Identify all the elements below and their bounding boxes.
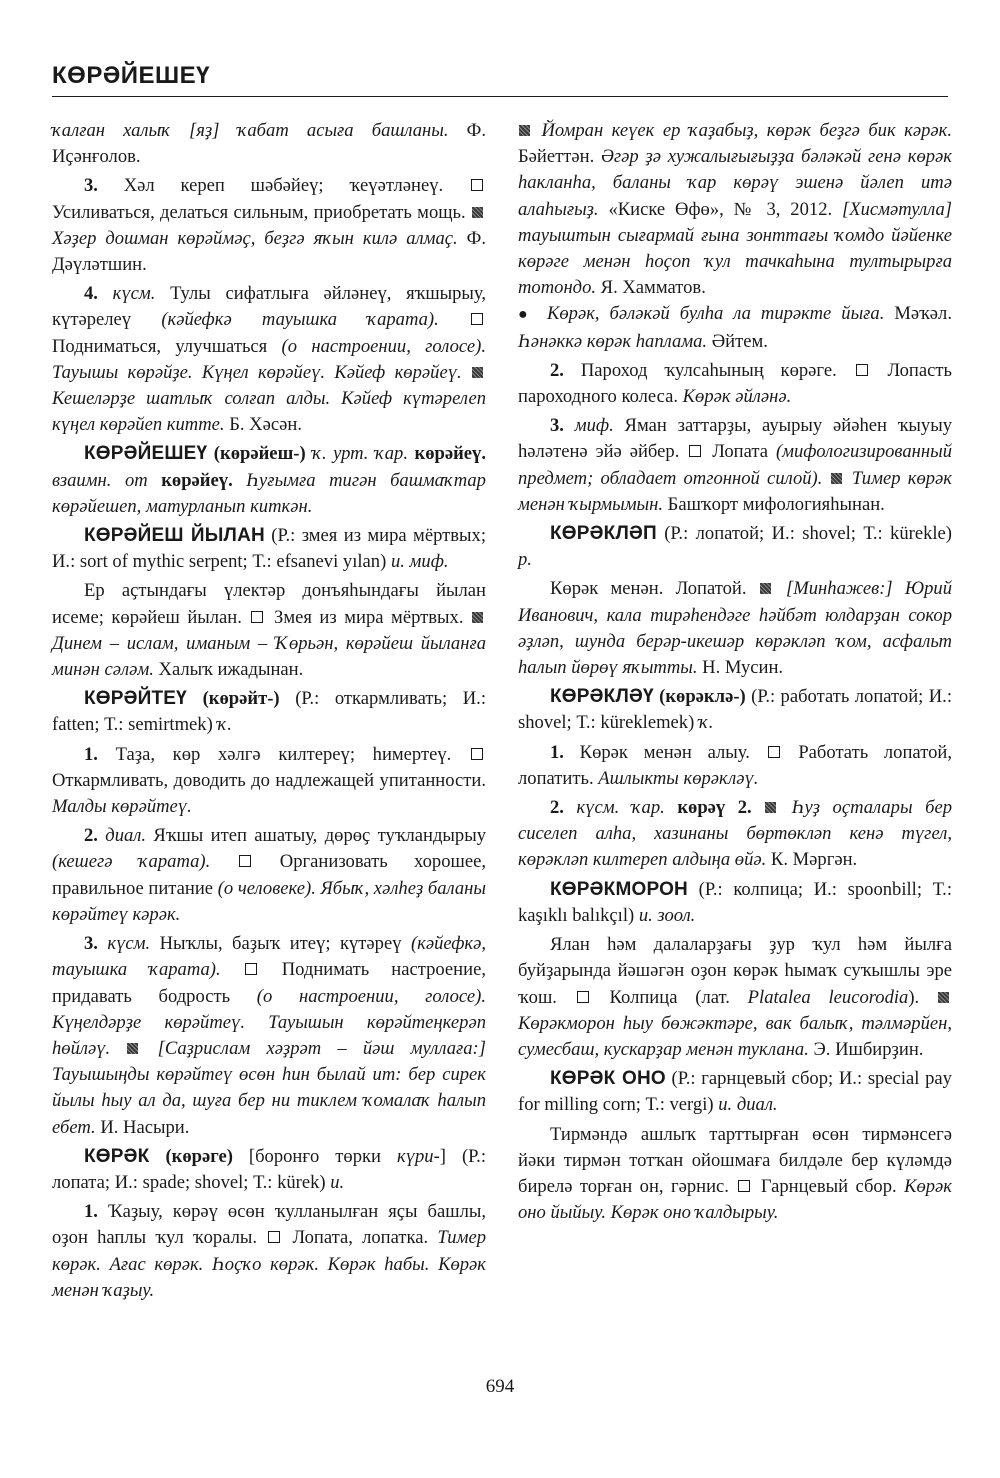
note: (мифологизированный предмет; обладает отгонной силой). [518,441,953,489]
translation-box-icon [471,748,483,760]
example-text: Динем – ислам, иманым – Ҡөрьән, көрәйеш йыланға минән сәләм. [52,632,486,681]
paragraph [518,118,952,355]
source: Ф. Иҫәнғолов. [52,120,486,168]
example-marker-icon [472,612,483,623]
left-column [52,118,486,1307]
equivalents: (Р.: работать лопатой; И.: shovel; Т.: küreklemek) [518,686,952,734]
examples: (о настроении, голосе). Күңелдәрҙе көрәйтеү. Тауышын көрәйтеңкерәп һөйләү. [52,985,486,1059]
example-marker-icon [519,125,530,136]
example-marker-icon [760,583,771,594]
definition: Хәл кереп шәбәйеү; ҡеүәтләнеү. [97,175,444,197]
headword: КӨРӘЙЕШЕҮ [84,443,208,465]
equivalents: (Р.: колпица; И.: spoonbill; Т.: kaşıklı balıkçıl) [518,878,952,926]
example-marker-icon [472,367,483,378]
cross-reference: көрәйеү. [147,469,233,491]
proverb: Көрәк, бәләкәй булһа ла тирәкте йыға. [537,303,885,325]
translation-box-icon [471,313,483,325]
definition-paragraph [518,576,952,681]
definition: Ялан һәм далаларҙағы ҙур ҡул һәм йылға буйҙарында йәшәгән оҙон көрәк һымаҡ суҡышлы эре ҡош. [518,934,952,1008]
sense-2 [518,795,952,874]
example-text: [Хисмәтулла] тауыштын сығармай ғына зонттағы ҡомдо йәйенке көрәге менән һоҫоп ҡул тачкаһына тултырырға тотондо. [518,198,952,299]
sense-number: 4. [84,283,98,305]
cross-reference: көрәйеү. [408,443,487,465]
sense-number: 1. [84,1201,98,1223]
definition: Тулы сифатлыға әйләнеү, яҡшырыу, күтәрелеү [52,283,486,331]
sense-3 [518,413,952,518]
sense-number: 2. [550,359,564,381]
definition-paragraph [518,932,952,1063]
note: (кешегә ҡарата). [52,851,211,873]
sense-2 [518,358,952,410]
stem: (көрәклә-) [653,686,746,708]
example-text: (о человеке). Ябыҡ, хәлһеҙ баланы көрәйтеү кәрәк. [52,877,486,925]
sense-3 [52,173,486,278]
translation: Откармливать, доводить до надлежащей упитанности. [52,769,486,791]
translation-box-icon [268,1231,280,1243]
definition: Ҡаҙыу, көрәү өсөн ҡулланылған яҫы башлы, оҙон һаплы ҡул ҡоралы. [52,1201,486,1249]
sense-number: 1. [84,743,98,765]
etymon: күри- [381,1145,440,1167]
label: миф. [563,415,614,437]
entry-koraieshey [52,441,486,520]
example-text: Һуҙ оҫталары бер сиселеп алһа, хазинаны бөртөкләп кенә түгел, көрәкләп килтереп алдыңа өйә. [518,797,952,871]
sense-1 [518,740,952,792]
translation-box-icon [471,179,483,191]
sense-1 [52,742,486,821]
translation-box-icon [738,1180,750,1192]
equivalents: ] (Р.: лопата; И.: spade; shovel; Т.: kürek) [52,1145,486,1193]
cross-reference: көрәү 2. [664,797,752,819]
example-text: [Саҙрислам хәҙрәт – йәш муллаға:] Тауышыңды көрәйтеү өсөн һин былай ит: бер сирек йылы һыу ал да, шуға бер ни тиклем ҡомалаҡ һалып ебет. [52,1037,486,1138]
headword: КӨРӘК [84,1145,150,1167]
headword: КӨРӘК ОНО [550,1068,666,1090]
headword: КӨРӘКЛӘҮ [550,686,654,708]
example-marker-icon [765,802,776,813]
note: (кәйефкә, тауышка ҡарата). [52,933,486,981]
example-text: Көрәкморон һыу бөжәктәре, вак балыҡ, тәлмәрйен, сумесбаш, кускарҙар менән туклана. [518,1012,952,1060]
source: К. Мәргән. [766,849,858,871]
definition: Ныҡлы, баҙыҡ итеү; күтәреү [150,933,402,955]
stem: (көрәге) [149,1145,233,1167]
sense-number: 3. [84,933,98,955]
definition: Яман заттарҙы, ауырыу әйәһен ҡыуыу һәләтенә эйә әйбер. [518,415,952,463]
definition: Таҙа, көр хәлгә килтереү; һимертеү. [97,743,452,765]
translation: Усиливаться, делаться сильным, приобретать мощь. [52,201,466,223]
label: и. диал. [713,1094,778,1116]
definition: Пароход ҡулсаһының көрәге. [563,359,837,381]
equivalents: (Р.: змея из мира мёртвых; И.: sort of mythic serpent; Т.: efsanevi yılan) [52,525,486,573]
headword: КӨРӘКЛӘП [550,523,657,545]
translation: Лопата, лопатка. [283,1227,429,1249]
example-text: Малды көрәйтеү. [52,796,192,818]
example-text: Хәҙер дошман көрәймәҫ, беҙгә яҡын килә алмаҫ. [52,227,458,249]
example-text: Һуғымға тигән башмаҡтар көрәйешеп, матурланып киткән. [52,469,486,517]
translation: Колпица (лат. [591,986,730,1008]
source: Башҡорт мифологияһынан. [663,493,885,515]
entry-korak-ono [518,1066,952,1118]
running-head: КӨРӘЙЕШЕҮ [52,62,210,89]
example-marker-icon [938,992,949,1003]
source: Э. Ишбирҙин. [808,1038,924,1060]
example-marker-icon [127,1043,138,1054]
sense-number: 3. [84,175,98,197]
note: (кәйефкә тауышка ҡарата). [131,309,439,331]
example-text: [Минһажев:] Юрий Иванович, кала тирәһендәге һәйбәт юлдарҙан сокор әҙләп, шунда берәр-икешәр көрәкләп ҡом, асфальт һалып йөрөү яҡытты. [518,578,952,679]
example-text: Көрәк оно йыйыу. Көрәк оно ҡалдырыу. [518,1175,952,1224]
stem: (көрәйеш-) [207,443,306,465]
label: күсм. ҡар. [563,797,665,819]
translation: ). [908,986,920,1008]
translation-box-icon [245,963,257,975]
entry-korakmoron [518,877,952,929]
translation-box-icon [577,991,589,1003]
sense-number: 1. [550,741,564,763]
translation: Работать лопатой, лопатить. [518,741,952,789]
example-text: Кешеләрҙе шатлыҡ солғап алды. Кәйеф күтәрелеп күңел көрәйеп китте. [52,388,486,436]
source: И. Насыри. [95,1116,190,1138]
label: ҡ. [694,712,714,734]
translation: Лопасть пароходного колеса. [518,359,952,408]
example-text: Йомран кеүек ер ҡаҙабыҙ, көрәк беҙгә бик кәрәк. [533,120,952,141]
translation: Змея из мира мёртвых. [266,606,464,628]
paragraph [52,118,486,170]
label: күсм. [97,283,156,305]
page-number: 694 [485,1376,515,1397]
label: и. миф. [386,551,449,573]
headword: КӨРӘЙЕШ ЙЫЛАН [84,525,265,547]
source: Әйтем. [707,330,768,352]
entry-korak [52,1144,486,1196]
source: Б. Хәсән. [224,414,302,436]
label: и. зоол. [634,904,696,926]
sense-3 [52,931,486,1141]
entry-koraklap [518,521,952,573]
sense-1 [52,1199,486,1304]
translation-box-icon [239,855,251,867]
definition: Ер аҫтындағы үлектәр донъяһындағы йылан исеме; көрәйеш йылан. [52,580,486,628]
equivalents: (Р.: гарнцевый сбор; И.: special pay for milling corn; Т.: vergi) [518,1068,952,1116]
saying: Һәнәккә көрәк һаплама. [518,330,708,352]
translation-box-icon [251,611,263,623]
example-text: Әгәр ҙә хужалығығыҙҙа бәләкәй генә көрәк һакланһа, баланы ҡар көрәү эшенә йәлеп итә алаһығыҙ. [518,146,952,220]
latin-name: Platalea leucorodia [729,986,909,1008]
definition-paragraph [52,578,486,683]
equivalents: (Р.: лопатой; И.: shovel; Т.: kürekle) [656,523,952,545]
sense-4 [52,281,486,438]
sense-number: 3. [550,415,564,437]
example-text: Ашлыкты көрәкләү. [593,767,759,789]
right-column [518,118,952,1229]
example-text: ҡалған халыҡ [яҙ] ҡабат асыға башланы. [52,120,449,141]
definition: Тирмәндә ашлыҡ тарттырған өсөн тирмәнсегә йәки тирмән тотҡан ойошмаға билдәле бер күләмдә бирелә торған он, гәрнис. [518,1123,952,1197]
label: и. [325,1171,345,1193]
entry-koraiesh-yilan [52,523,486,575]
source: Ф. Дәүләтшин. [52,227,486,276]
header-rule [52,96,948,97]
definition: Яҡшы итеп ашатыу, дөрөҫ туҡландырыу [146,825,487,847]
definition: Көрәк менән алыу. [563,741,750,763]
label: диал. [97,825,147,847]
source: Халыҡ ижадынан. [153,659,304,681]
source: Бәйеттән. [518,146,595,168]
translation: Лопата [704,441,769,463]
definition-paragraph [518,1122,952,1227]
definition: Көрәк менән. Лопатой. [550,578,747,600]
source: Я. Хамматов. [596,277,706,299]
example-text: Көрәк әйләнә. [678,386,792,408]
etymology: [боронғо төрки [232,1145,381,1167]
example-text: Тимер көрәк менән ҡырмымын. [518,467,952,515]
label: ҡ. [212,714,232,736]
translation: Поднимать настроение, придавать бодрость [52,959,486,1007]
headword: КӨРӘКМОРОН [550,878,688,900]
sense-number: 2. [84,825,98,847]
translation-box-icon [856,364,868,376]
translation: Подниматься, улучшаться [52,335,268,357]
sense-number: 2. [550,797,564,819]
stem: (көрәйт-) [186,688,280,710]
translation: Гарнцевый сбор. [753,1175,897,1197]
label: ҡ. урт. ҡар. [305,443,408,465]
source: «Киске Өфө», № 3, 2012. [598,198,833,220]
source: Н. Мусин. [697,657,784,679]
label: күсм. [97,933,151,955]
label: взаимн. от [52,469,148,491]
label: р. [518,549,532,571]
entry-koraklau [518,684,952,736]
bullet-icon: ● [518,306,534,324]
translation-box-icon [768,746,780,758]
sense-2 [52,823,486,928]
source: Мәҡәл. [884,303,952,325]
equivalents: (Р.: откармливать; И.: fatten; Т.: semirtmek) [52,688,486,736]
example-marker-icon [831,473,842,484]
examples: (о настроении, голосе). Тауышы көрәйҙе. Күңел көрәйеү. Кәйеф көрәйеү. [52,335,486,383]
example-text: Тимер көрәк. Ағас көрәк. Һоҫҡо көрәк. Көрәк һабы. Көрәк менән ҡаҙыу. [52,1227,487,1301]
translation-box-icon [689,445,701,457]
translation: Организовать хорошее, правильное питание [52,851,486,899]
example-marker-icon [472,207,483,218]
headword: КӨРӘЙТЕҮ [84,688,187,710]
entry-koraiteу [52,686,486,738]
